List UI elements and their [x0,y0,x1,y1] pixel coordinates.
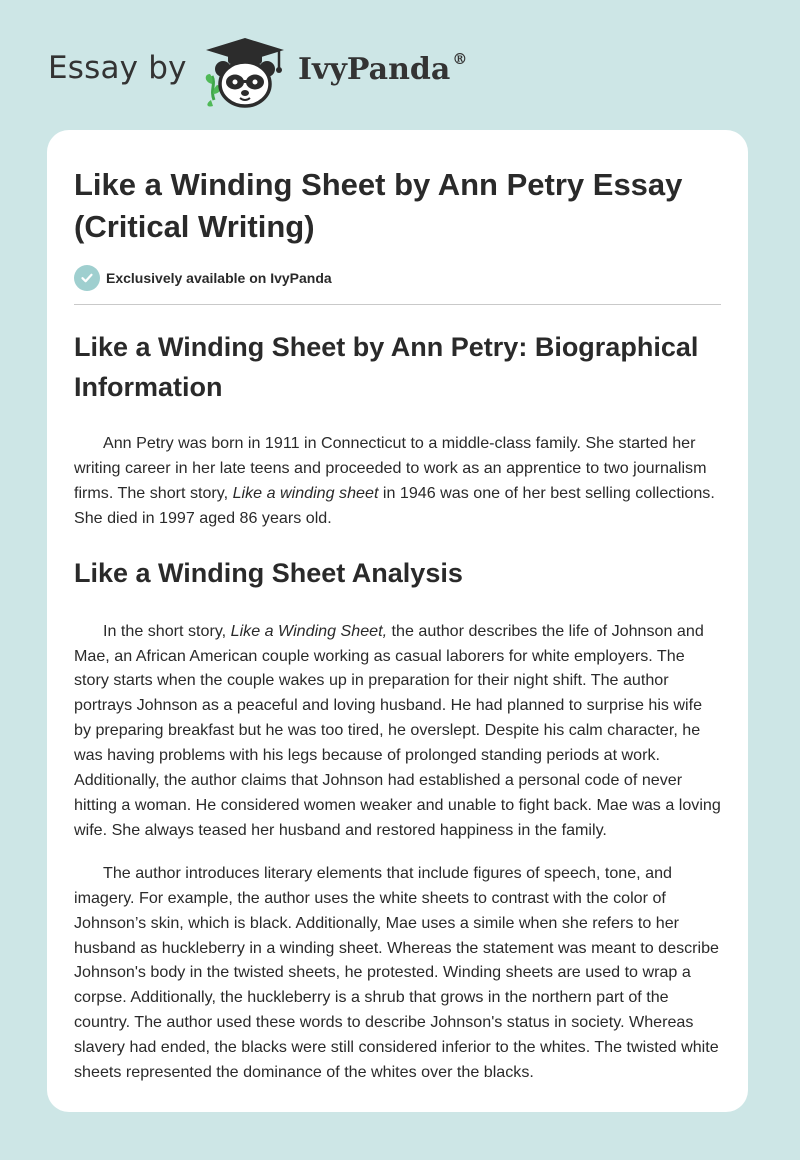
registered-mark: ® [452,50,468,68]
exclusive-notice [74,264,721,292]
divider [74,304,721,305]
essay-card [47,130,748,1112]
brand-name: IvyPanda ® [298,50,468,87]
paragraph: The author introduces literary elements that include figures of speech, tone, and imagery. For example, the author uses the white sheets to contrast with the color of Johnson’s skin, which is black. Additionally, Mae uses a simile when she refers to her husband as huckleberry in a winding sheet. Whereas the statement was meant to describe Johnson's body in the twisted sheets, he protested. Winding sheets are used to wrap a corpse. Additionally, the huckleberry is a shrub that grows in the northern part of the country. The author used these words to describe Johnson's status in society. Whereas slavery had ended, the blacks were still considered inferior to the whites. The twisted white sheets represented the dominance of the whites over the blacks. [74,863,719,1082]
brand-prefix: Essay by [48,50,187,86]
site-brand[interactable] [48,34,508,110]
essay-title: Like a Winding Sheet by Ann Petry Essay (Critical Writing) [74,167,683,244]
section-heading-analysis: Like a Winding Sheet Analysis [74,557,463,588]
panda-graduate-logo-icon [200,34,290,110]
paragraph: Ann Petry was born in 1911 in Connecticut to a middle-class family. She started her writing career in her late teens and proceeded to work as an apprentice to two journalism firms. The short story, Like a winding sheet in 1946 was one of her best selling collections. She died in 1997 aged 86 years old. [74,434,715,527]
exclusive-text: Exclusively available on IvyPanda [106,270,332,286]
section-heading-biography: Like a Winding Sheet by Ann Petry: Biographical Information [74,332,699,402]
check-icon [74,265,100,291]
paragraph: In the short story, Like a Winding Sheet, the author describes the life of Johnson and Mae, an African American couple working as casual laborers for white employers. The story starts when the couple wakes up in preparation for their night shift. The author portrays Johnson as a peaceful and loving husband. He had planned to surprise his wife by preparing breakfast but he was too tired, he overslept. Despite his calm character, he was having problems with his legs because of prolonged standing periods at work. Additionally, the author claims that Johnson had established a personal code of never hitting a woman. He considered women weaker and unable to fight back. Mae was a loving wife. She always teased her husband and restored happiness in the family. [74,621,721,839]
